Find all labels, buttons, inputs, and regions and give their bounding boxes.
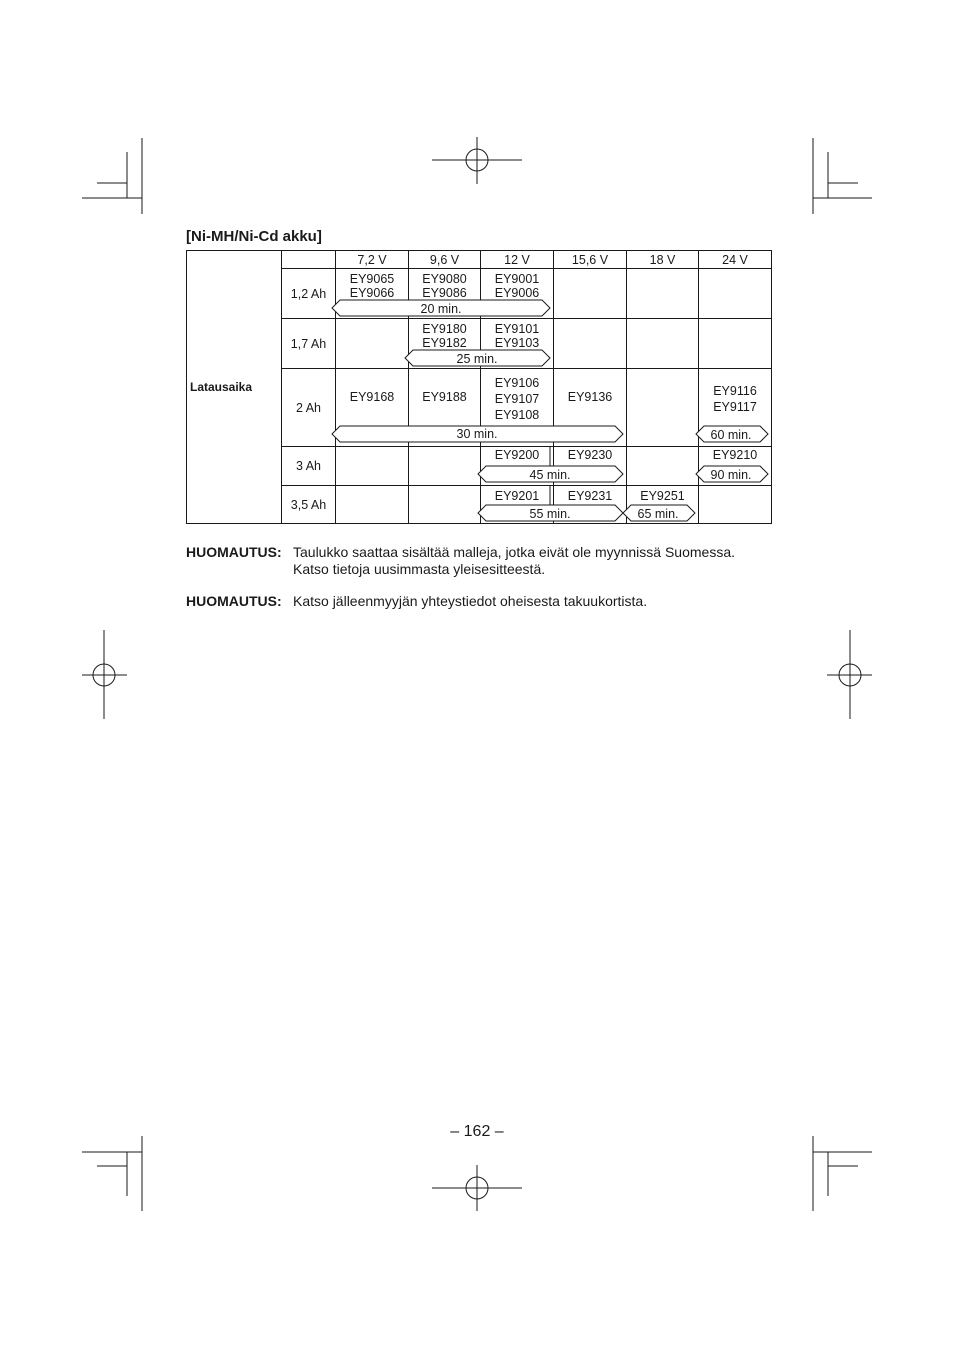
time-arrow-label: 60 min. [710,428,752,442]
page-number: – 162 – [450,1123,504,1140]
note-text: Taulukko saattaa sisältää malleja, jotka eivät ole myynnissä Suomessa. [293,544,735,560]
model-list: EY9168 [349,389,395,404]
time-arrow-20 [332,300,550,316]
time-arrow-label: 90 min. [710,468,752,482]
time-arrow-label: 45 min. [529,468,571,482]
voltage-header: 12 V [481,251,554,269]
time-arrow-label: 65 min. [637,507,679,521]
voltage-header: 24 V [699,251,772,269]
voltage-header: 15,6 V [554,251,627,269]
model-list: EY9188 [422,389,467,404]
model-list: EY9231 [567,488,613,503]
capacity-label: 3 Ah [282,447,336,486]
model-list: EY9230 [567,448,613,462]
time-arrow-60 [696,426,768,442]
time-arrow-label: 55 min. [529,507,571,521]
row-group-label: Latausaika [187,251,282,524]
capacity-label: 1,7 Ah [282,319,336,369]
time-arrow-label: 20 min. [420,302,462,316]
voltage-header: 9,6 V [409,251,481,269]
time-arrow-25 [405,350,550,366]
model-list: EY9116 EY9117 [713,383,757,414]
note-label: HUOMAUTUS: [186,544,282,560]
section-title: [Ni-MH/Ni-Cd akku] [186,228,322,245]
model-list: EY9251 [640,488,685,503]
note-text: Katso tietoja uusimmasta yleisesitteestä. [293,561,546,577]
model-list: EY9201 [494,488,540,503]
model-list: EY9065 EY9066 [349,271,395,300]
capacity-label: 2 Ah [282,369,336,447]
model-list: EY9001 EY9006 [494,271,540,300]
time-arrow-65 [623,505,695,521]
capacity-label: 3,5 Ah [282,486,336,524]
note-text: Katso jälleenmyyjän yhteystiedot oheisesta takuukortista. [293,593,648,609]
voltage-header: 18 V [627,251,699,269]
note-1 [186,544,786,580]
model-list: EY9180 EY9182 [422,321,467,350]
model-list: EY9080 EY9086 [422,271,467,300]
time-arrow-label: 25 min. [456,352,498,366]
model-list: EY9200 [494,448,540,462]
time-arrow-label: 30 min. [456,427,498,441]
voltage-header: 7,2 V [336,251,409,269]
model-list: EY9210 [712,448,758,462]
model-list: EY9101 EY9103 [494,321,540,350]
capacity-label: 1,2 Ah [282,269,336,319]
note-label: HUOMAUTUS: [186,593,282,609]
time-arrow-55 [478,505,623,521]
model-list: EY9106 EY9107 EY9108 [494,375,540,422]
note-2 [186,593,786,611]
model-list: EY9136 [567,389,613,404]
time-arrow-90 [696,466,768,482]
time-arrow-30 [332,426,623,442]
time-arrow-45 [478,466,623,482]
